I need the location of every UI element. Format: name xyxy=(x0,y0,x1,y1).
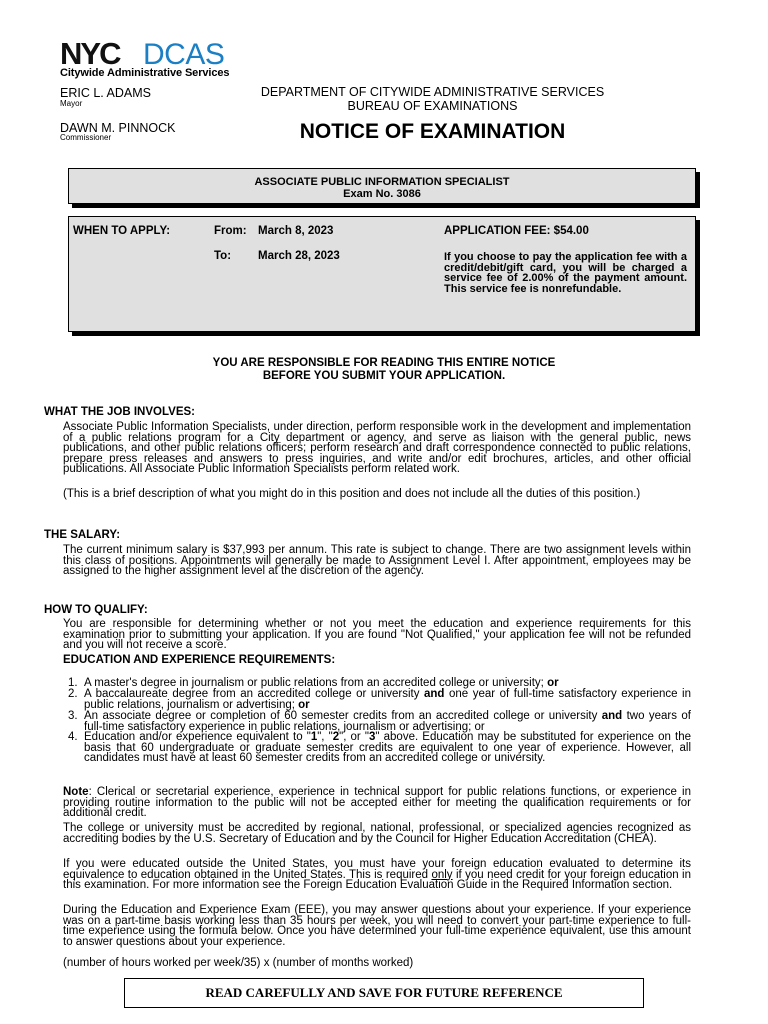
requirement-1-number: 1. xyxy=(68,677,78,689)
from-label: From: xyxy=(214,225,247,237)
fee-note: If you choose to pay the application fee with a credit/debit/gift card, you will be charged a service fee of 2.00% of the payment amount. This service fee is nonrefundable. xyxy=(444,251,687,295)
footer-text: READ CAREFULLY AND SAVE FOR FUTURE REFERENCE xyxy=(205,985,563,1000)
requirement-3 xyxy=(68,710,691,733)
requirement-2-text-a: A baccalaureate degree from an accredited college or university xyxy=(84,688,420,700)
foreign-text-b: if you need credit for your foreign education in this examination. For more information see the Foreign Education Evaluation Guide in the Required Information section. xyxy=(63,868,692,891)
when-to-apply-label: WHEN TO APPLY: xyxy=(73,225,171,237)
foreign-text-a: If you were educated outside the United States, you must have your foreign education evaluated to determine its equivalence to education obtained in the United States. This is required xyxy=(63,858,691,881)
bureau-name: BUREAU OF EXAMINATIONS xyxy=(347,99,518,113)
requirement-4-ref-3: 3 xyxy=(369,731,376,743)
requirement-3-number: 3. xyxy=(68,710,78,722)
formula: (number of hours worked per week/35) x (number of months worked) xyxy=(63,957,414,969)
salary-heading: THE SALARY: xyxy=(44,529,121,541)
requirements-subheading: EDUCATION AND EXPERIENCE REQUIREMENTS: xyxy=(63,654,336,666)
mayor-name: ERIC L. ADAMS xyxy=(60,86,151,100)
job-description: Associate Public Information Specialists, under direction, perform responsible work in the development and implementation of a public relations program for a City department or agency, and serve as liaison with the general public, news publications, and other public relations officers; perform research and draft correspondence connected to public relations, prepare press releases and answers to press inquiries, and write and/or edit brochures, articles, and other official publications. All Associate Public Information Specialists perform related work. xyxy=(63,421,691,475)
to-label: To: xyxy=(214,250,232,262)
job-heading: WHAT THE JOB INVOLVES: xyxy=(44,406,195,418)
exam-number: Exam No. 3086 xyxy=(343,188,421,200)
requirement-4-sep-2: ", or " xyxy=(339,731,369,743)
requirement-4 xyxy=(68,731,692,764)
responsibility-line-2: BEFORE YOU SUBMIT YOUR APPLICATION. xyxy=(262,370,506,382)
logo-nyc-text: NYC xyxy=(60,38,120,68)
qualify-intro: You are responsible for determining whether or not you meet the education and experience requirements for this examination prior to submitting your application. If you are found "Not Qualified," your application fee will not be refunded and you will not receive a score. xyxy=(63,618,691,651)
requirement-1 xyxy=(68,677,691,689)
responsibility-notice xyxy=(120,357,648,383)
exam-title-box xyxy=(68,168,696,204)
responsibility-line-1: YOU ARE RESPONSIBLE FOR READING THIS ENTIRE NOTICE xyxy=(212,357,556,369)
requirement-3-and: and xyxy=(601,710,623,722)
note-label: Note xyxy=(63,786,89,798)
note-text: : Clerical or secretarial experience, experience in technical support for public relations functions, or experience in providing routine information to the public will not be accepted either for meeting the qualification requirements or for additional credit. xyxy=(63,786,691,819)
requirement-1-text: A master's degree in journalism or public relations from an accredited college or university; xyxy=(84,677,544,689)
requirement-2-or: or xyxy=(298,698,310,711)
application-fee: APPLICATION FEE: $54.00 xyxy=(444,225,589,237)
exam-title: ASSOCIATE PUBLIC INFORMATION SPECIALIST xyxy=(254,176,510,188)
to-date: March 28, 2023 xyxy=(258,250,340,262)
footer-box xyxy=(124,978,644,1008)
requirement-4-number: 4. xyxy=(68,731,78,743)
requirement-3-text-a: An associate degree or completion of 60 semester credits from an accredited college or university xyxy=(84,710,598,722)
logo-dcas-text: DCAS xyxy=(143,38,225,68)
requirement-4-text-b: " above. Education may be substituted for experience on the basis that 60 undergraduate or graduate semester credits are equivalent to one year of experience. However, all candidates must have at least 60 semester credits from an accredited college or university. xyxy=(84,731,692,764)
requirement-2 xyxy=(68,688,691,711)
logo-graphic xyxy=(60,38,260,68)
requirement-4-ref-1: 1 xyxy=(310,731,318,743)
logo-subtitle: Citywide Administrative Services xyxy=(60,67,230,79)
notice-title: NOTICE OF EXAMINATION xyxy=(299,120,566,143)
note-paragraph xyxy=(63,787,691,819)
requirement-4-ref-2: 2 xyxy=(332,731,340,743)
eee-paragraph: During the Education and Experience Exam (EEE), you may answer questions about your experience. If your experience was on a part-time basis working less than 35 hours per week, you will need to convert your part-time experience to full-time experience using the formula below. Once you have determined your full-time experience equivalent, use this amount to answer questions about your experience. xyxy=(63,904,691,948)
requirement-2-number: 2. xyxy=(68,688,78,700)
department-name: DEPARTMENT OF CITYWIDE ADMINISTRATIVE SERVICES xyxy=(260,85,605,99)
department-heading xyxy=(230,85,635,113)
commissioner-name: DAWN M. PINNOCK xyxy=(60,121,176,135)
job-disclaimer: (This is a brief description of what you might do in this position and does not include all the duties of this position.) xyxy=(63,488,641,500)
requirement-4-text-a: Education and/or experience equivalent to " xyxy=(84,731,311,743)
qualify-heading: HOW TO QUALIFY: xyxy=(44,604,148,616)
foreign-only: only xyxy=(431,868,453,881)
requirement-3-text-b: two years of full-time satisfactory experience in public relations, journalism or advertising; or xyxy=(84,710,691,733)
salary-text: The current minimum salary is $37,993 per annum. This rate is subject to change. There are two assignment levels within this class of positions. Appointments will generally be made to Assignment Level I. After appointment, employees may be assigned to the higher assignment level at the discretion of the agency. xyxy=(63,544,691,577)
requirement-4-sep-1: ", " xyxy=(317,731,333,743)
requirement-1-or: or xyxy=(547,677,559,689)
foreign-education-paragraph xyxy=(63,859,691,891)
from-date: March 8, 2023 xyxy=(258,225,334,237)
mayor-title: Mayor xyxy=(60,99,83,108)
apply-box xyxy=(68,216,696,332)
accreditation-paragraph: The college or university must be accredited by regional, national, professional, or specialized agencies recognized as accrediting bodies by the U.S. Secretary of Education and by the Council for Higher Education Accreditation (CHEA). xyxy=(63,822,691,845)
requirement-2-text-b: one year of full-time satisfactory experience in public relations, journalism or advertising; xyxy=(84,688,691,711)
commissioner-title: Commissioner xyxy=(60,133,112,142)
requirement-2-and: and xyxy=(424,688,445,700)
